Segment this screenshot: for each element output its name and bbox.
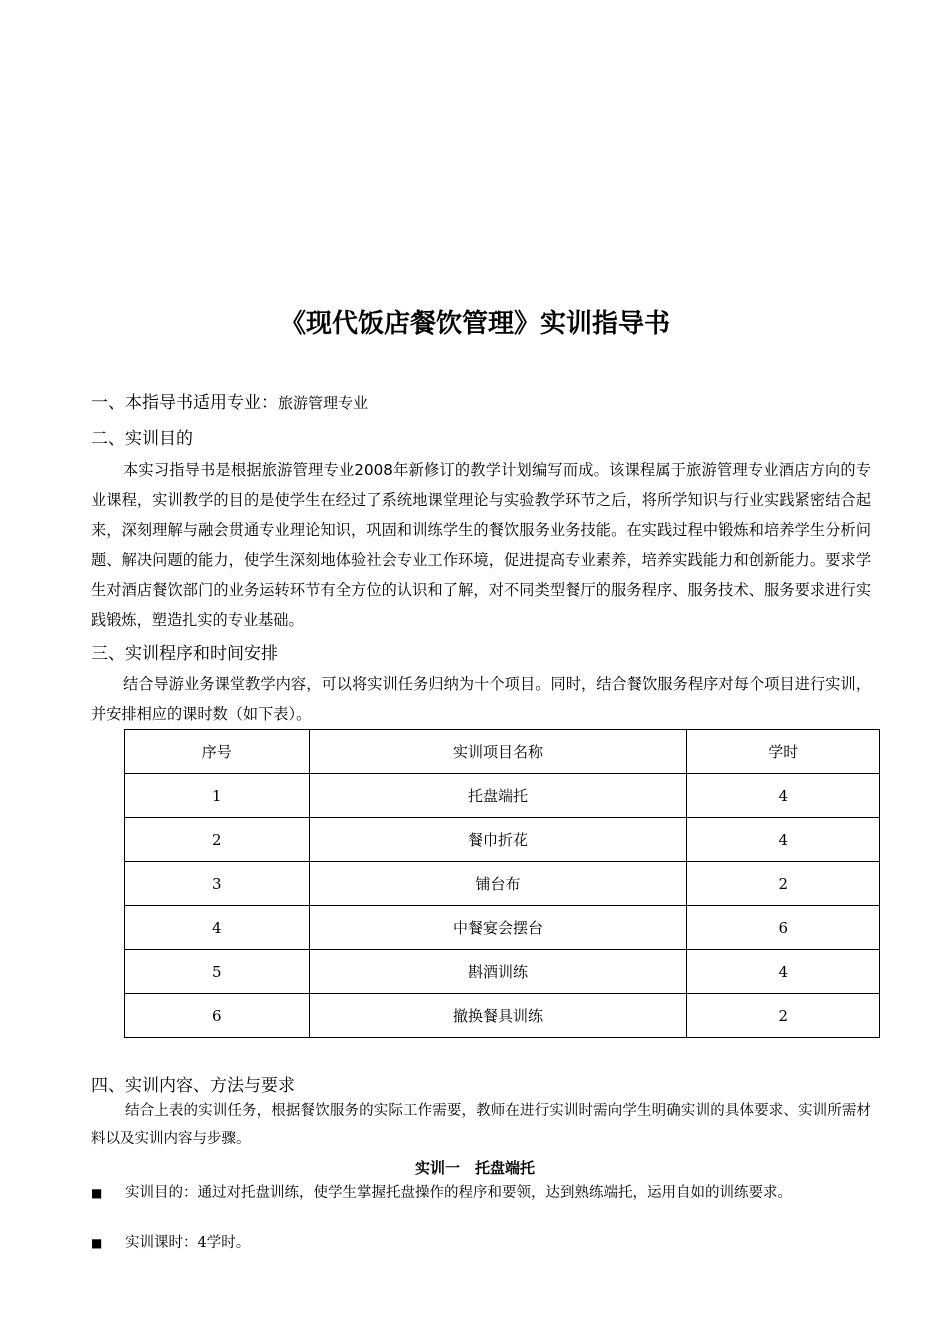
section-1-heading: [91, 388, 368, 413]
header-cell-project: 实训项目名称: [309, 730, 687, 774]
header-cell-number: 序号: [125, 730, 310, 774]
cell-hours: 4: [687, 774, 880, 818]
bullet-text: 实训课时：4学时。: [125, 1235, 251, 1251]
table-header-row: [125, 730, 880, 774]
table-row: [125, 950, 880, 994]
cell-project: 撤换餐具训练: [309, 994, 687, 1038]
document-title: 《现代饭店餐饮管理》实训指导书: [279, 309, 670, 339]
cell-number: 6: [125, 994, 310, 1038]
training-1-title: 实训一 托盘端托: [414, 1159, 535, 1177]
header-cell-hours: 学时: [687, 730, 880, 774]
section-3-heading: 三、实训程序和时间安排: [91, 644, 278, 664]
cell-project: 铺台布: [309, 862, 687, 906]
section-3-body: 结合导游业务课堂教学内容，可以将实训任务归纳为十个项目。同时，结合餐饮服务程序对每个项目进行实训，并安排相应的课时数（如下表）。: [91, 675, 871, 723]
section-4-body: 结合上表的实训任务，根据餐饮服务的实际工作需要，教师在进行实训时需向学生明确实训的具体要求、实训所需材料以及实训内容与步骤。: [91, 1103, 871, 1147]
bullet-text: 实训目的：通过对托盘训练，使学生掌握托盘操作的程序和要领，达到熟练端托，运用自如的训练要求。: [125, 1185, 792, 1201]
cell-number: 2: [125, 818, 310, 862]
cell-project: 斟酒训练: [309, 950, 687, 994]
cell-number: 1: [125, 774, 310, 818]
table-row: [125, 818, 880, 862]
section-2-heading: 二、实训目的: [91, 429, 193, 449]
bullet-item: [91, 1231, 871, 1256]
table-row: [125, 994, 880, 1038]
cell-project: 托盘端托: [309, 774, 687, 818]
section-1-label: 一、本指导书适用专业：: [91, 393, 278, 413]
training-schedule-table: [124, 729, 880, 1038]
cell-number: 5: [125, 950, 310, 994]
table-row: [125, 906, 880, 950]
section-2-body: 本实习指导书是根据旅游管理专业2008年新修订的教学计划编写而成。该课程属于旅游管理专业酒店方向的专业课程，实训教学的目的是使学生在经过了系统地课堂理论与实验教学环节之后，将所学知识与行业实践紧密结合起来，深刻理解与融会贯通专业理论知识，巩固和训练学生的餐饮服务业务技能。在实践过程中锻炼和培养学生分析问题、解决问题的能力，使学生深刻地体验社会专业工作环境，促进提高专业素养，培养实践能力和创新能力。要求学生对酒店餐饮部门的业务运转环节有全方位的认识和了解，对不同类型餐厅的服务程序、服务技术、服务要求进行实践锻炼，塑造扎实的专业基础。: [91, 461, 871, 629]
section-4-heading: 四、实训内容、方法与要求: [91, 1076, 295, 1096]
section-1-value: 旅游管理专业: [278, 394, 369, 412]
square-bullet-icon: ■: [91, 1236, 103, 1250]
cell-project: 餐巾折花: [309, 818, 687, 862]
cell-project: 中餐宴会摆台: [309, 906, 687, 950]
cell-hours: 4: [687, 818, 880, 862]
bullet-item: [91, 1181, 871, 1206]
cell-hours: 2: [687, 994, 880, 1038]
cell-hours: 4: [687, 950, 880, 994]
table-row: [125, 862, 880, 906]
cell-hours: 6: [687, 906, 880, 950]
cell-number: 4: [125, 906, 310, 950]
square-bullet-icon: ■: [91, 1186, 103, 1200]
table-row: [125, 774, 880, 818]
cell-hours: 2: [687, 862, 880, 906]
cell-number: 3: [125, 862, 310, 906]
